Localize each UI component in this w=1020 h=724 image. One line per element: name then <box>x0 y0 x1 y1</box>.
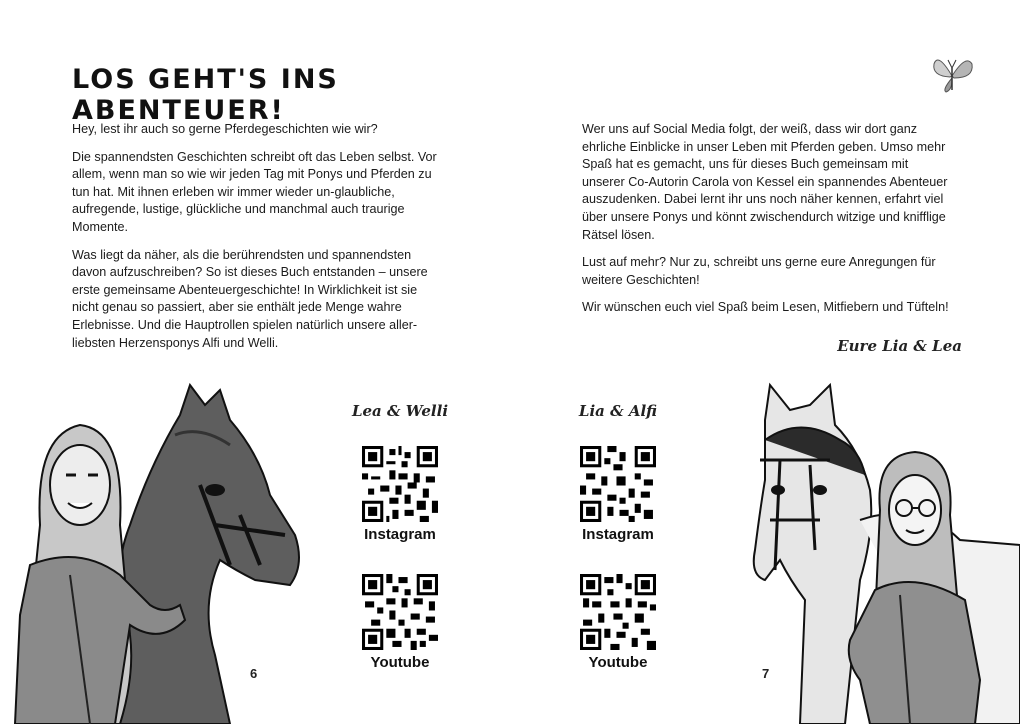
illustration-lia-alfi <box>750 380 1020 724</box>
youtube-label[interactable]: Youtube <box>370 654 430 671</box>
paragraph: Die spannendsten Geschichten schreibt oft das Leben selbst. Vor allem, wenn man so wie wir jeden Tag mit Ponys und Pferden zu tun hat. Mit ihnen erleben wir immer wieder un-glaubliche, aufregende, lustige, glückliche und manchmal auch traurige Momente. <box>72 149 437 234</box>
paragraph: Hey, lest ihr auch so gerne Pferdegeschichten wie wir? <box>72 122 378 136</box>
youtube-label[interactable]: Youtube <box>588 654 648 671</box>
qr-heading: Lea & Welli <box>351 402 449 420</box>
qr-heading: Lia & Alfi <box>578 402 658 420</box>
page-number: 7 <box>762 666 770 681</box>
right-body-text <box>582 121 954 327</box>
paragraph: Wir wünschen euch viel Spaß beim Lesen, Mitfiebern und Tüfteln! <box>582 300 949 315</box>
paragraph: Lust auf mehr? Nur zu, schreibt uns gerne eure Anregungen für weitere Geschichten! <box>582 255 936 287</box>
qr-code-icon[interactable] <box>362 446 438 522</box>
qr-code-icon[interactable] <box>362 574 438 650</box>
instagram-label[interactable]: Instagram <box>582 526 654 543</box>
qr-code-icon[interactable] <box>580 574 656 650</box>
left-body-text <box>72 121 444 362</box>
signature: Eure Lia & Lea <box>837 337 962 355</box>
right-page <box>510 0 1020 724</box>
paragraph: Wer uns auf Social Media folgt, der weiß, dass wir dort ganz ehrliche Einblicke in unser Leben mit Pferden geben. Umso mehr Spaß hat es gemacht, uns für dieses Buch gemeinsam mit unserer Co-Autorin Carola von Kessel ein spannendes Abenteuer auszudenken. Dabei lernt ihr uns noch näher kennen, erfahrt viel über unsere Ponys und könnt zwischendurch witzige und knifflige Rätsel lösen. <box>582 122 948 242</box>
page-title: LOS GEHT'S INS ABENTEUER! <box>72 64 339 126</box>
paragraph: Was liegt da näher, als die berührendsten und spannendsten davon aufzuschreiben? So ist dieses Buch entstanden – unsere erste gemeinsame Abenteuergeschichte! In Wirklichkeit ist sie nicht genau so passiert, aber sie enthält jede Menge wahre Erlebnisse. Und die Hauptrollen spielen natürlich unsere aller-liebsten Herzensponys Alfi und Welli. <box>72 247 428 350</box>
instagram-label[interactable]: Instagram <box>364 526 436 543</box>
qr-code-icon[interactable] <box>580 446 656 522</box>
illustration-lea-welli <box>0 375 310 724</box>
butterfly-icon <box>928 50 976 98</box>
page-number: 6 <box>250 666 258 681</box>
